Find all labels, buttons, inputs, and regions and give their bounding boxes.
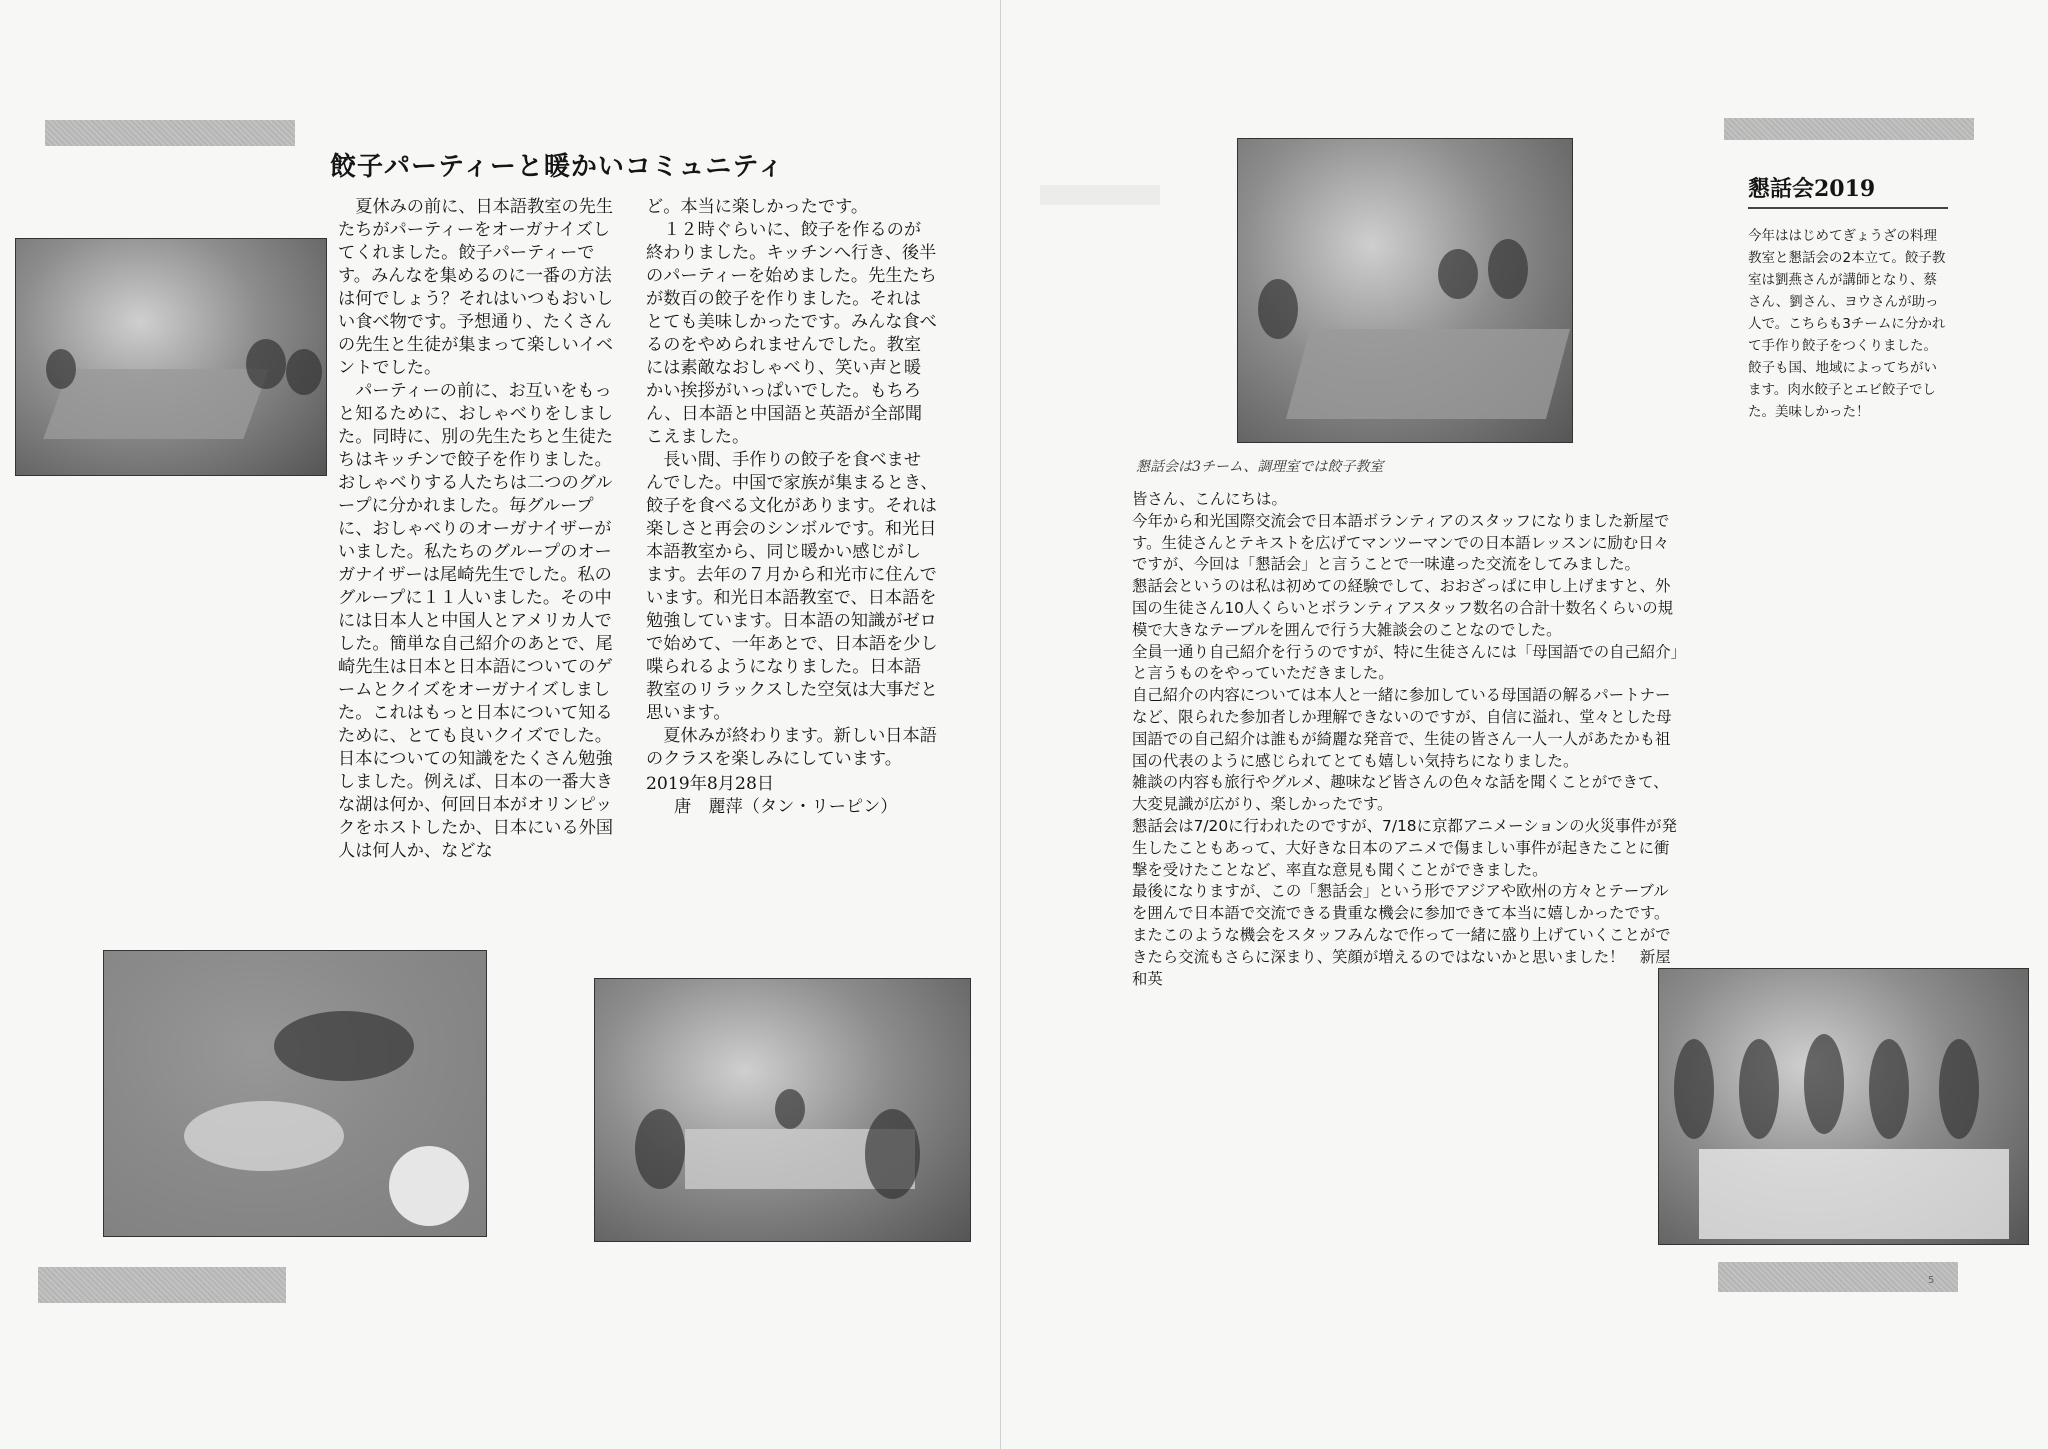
article-paragraph: １２時ぐらいに、餃子を作るのが終わりました。キッチンへ行き、後半のパーティーを始めました。先生たちが数百の餃子を作りました。それはとても美味しかったです。みんな食べるのをやめられませんでした。教室には素敵なおしゃべり、笑い声と暖かい挨拶がいっぱいでした。もちろん、日本語と中国語と英語が全部聞こえました。 [646,220,937,447]
article-paragraph: ど。本当に楽しかったです。 [646,197,869,217]
article-paragraph: またこのような機会をスタッフみんなで作って一緒に盛り上げていくことができたら交流もさらに深まり、笑顔が増えるのではないかと思いました！ 新屋 和英 [1132,925,1687,988]
photo-konwakai-table [1237,138,1573,443]
article-paragraph: 今年から和光国際交流会で日本語ボランティアのスタッフになりました新屋です。生徒さんとテキストを広げてマンツーマンでの日本語レッスンに励む日々ですが、今回は「懇話会」と言うことで一味違った交流をしてみました。 [1132,511,1670,574]
sidebar-text: 今年ははじめてぎょうざの料理教室と懇話会の2本立て。餃子教室は劉燕さんが講師となり、蔡さん、劉さん、ヨウさんが助っ人で。こちらも3チームに分かれて手作り餃子をつくりました。餃子も国、地域によってちがいます。肉水餃子とエビ餃子でした。美味しかった！ [1748,228,1946,420]
article-paragraph: 懇話会というのは私は初めての経験でして、おおざっぱに申し上げますと、外国の生徒さん10人くらいとボランティアスタッフ数名の合計十数名くらいの規模で大きなテーブルを囲んで行う大雑談会のことなのでした。 [1132,577,1674,639]
photo-gyoza-table [103,950,487,1237]
article-paragraph: 夏休みが終わります。新しい日本語のクラスを楽しみにしています。 [646,726,937,769]
article-paragraph: 長い間、手作りの餃子を食べませんでした。中国で家族が集まるとき、餃子を食べる文化があります。それは楽しさと再会のシンボルです。和光日本語教室から、同じ暖かい感じがします。去年の７月から和光市に住んでいます。和光日本語教室で、日本語を勉強しています。日本語の知識がゼロで始めて、一年あとで、日本語を少し喋られるようになりました。日本語教室のリラックスした空気は大事だと思います。 [646,450,938,723]
sidebar-title: 懇話会2019 [1748,172,1948,209]
article-column-1 [338,196,620,863]
page-number: 5 [1928,1275,1935,1286]
article-paragraph: パーティーの前に、お互いをもっと知るために、おしゃべりをしました。同時に、別の先生たちと生徒たちはキッチンで餃子を作りました。おしゃべりする人たちは二つのグループに分かれました。毎グループに、おしゃべりのオーガナイザーがいました。私たちのグループのオーガナイザーは尾崎先生でした。私のグループに１１人いました。その中には日本人と中国人とアメリカ人でした。簡単な自己紹介のあとで、尾崎先生は日本と日本語についてのゲームとクイズをオーガナイズしました。これはもっと日本について知るために、とても良いクイズでした。日本についての知識をたくさん勉強しました。例えば、日本の一番大きな湖は何か、何回日本がオリンピックをホストしたか、日本にいる外国人は何人か、などな [338,381,614,861]
article-paragraph: 自己紹介の内容については本人と一緒に参加している母国語の解るパートナーなど、限られた参加者しか理解できないのですが、自信に溢れ、堂々とした母国語での自己紹介は誰もが綺麗な発音で、生徒の皆さん一人一人があたかも祖国の代表のように感じられてとても嬉しい気持ちになりました。 [1132,686,1672,770]
article-paragraph: 雑談の内容も旅行やグルメ、趣味など皆さんの色々な話を聞くことができて、大変見識が広がり、楽しかったです。 [1132,773,1669,814]
photo-group-portrait [1658,968,2029,1245]
footer-bar-right [1718,1262,1958,1292]
header-bar-right [1724,118,1974,140]
page-fold [1000,0,1001,1449]
footer-bar-left [38,1267,286,1303]
photo-caption: 懇話会は3チーム、調理室では餃子教室 [1136,459,1384,475]
photo-classroom [15,238,327,476]
photo-group-meal [594,978,971,1242]
article-column-2 [646,196,938,819]
article-paragraph: 最後になりますが、この「懇話会」という形でアジアや欧州の方々とテーブルを囲んで日本語で交流できる貴重な機会に参加できて本当に嬉しかったです。 [1132,882,1670,923]
article-title: 餃子パーティーと暖かいコミュニティ [330,152,785,182]
article-paragraph: 夏休みの前に、日本語教室の先生たちがパーティーをオーガナイズしてくれました。餃子パーティーです。みんなを集めるのに一番の方法は何でしょう？それはいつもおいしい食べ物です。予想通り、たくさんの先生と生徒が集まって楽しいイベントでした。 [338,197,614,378]
article-date: 2019年8月28日 [646,774,775,794]
article-paragraph: 皆さん、こんにちは。 [1132,490,1287,508]
konwakai-article [1132,489,1687,990]
header-bar-left [45,120,295,146]
article-paragraph: 全員一通り自己紹介を行うのですが、特に生徒さんには「母国語での自己紹介」と言うものをやっていただきました。 [1132,642,1679,683]
bleed-through-text [1040,185,1160,205]
article-author: 唐 麗萍（タン・リーピン） [674,797,898,817]
article-paragraph: 懇話会は7/20に行われたのですが、7/18に京都アニメーションの火災事件が発生したこともあって、大好きな日本のアニメで傷ましい事件が起きたことに衝撃を受けたことなど、率直な意見も聞くことができました。 [1132,816,1677,879]
